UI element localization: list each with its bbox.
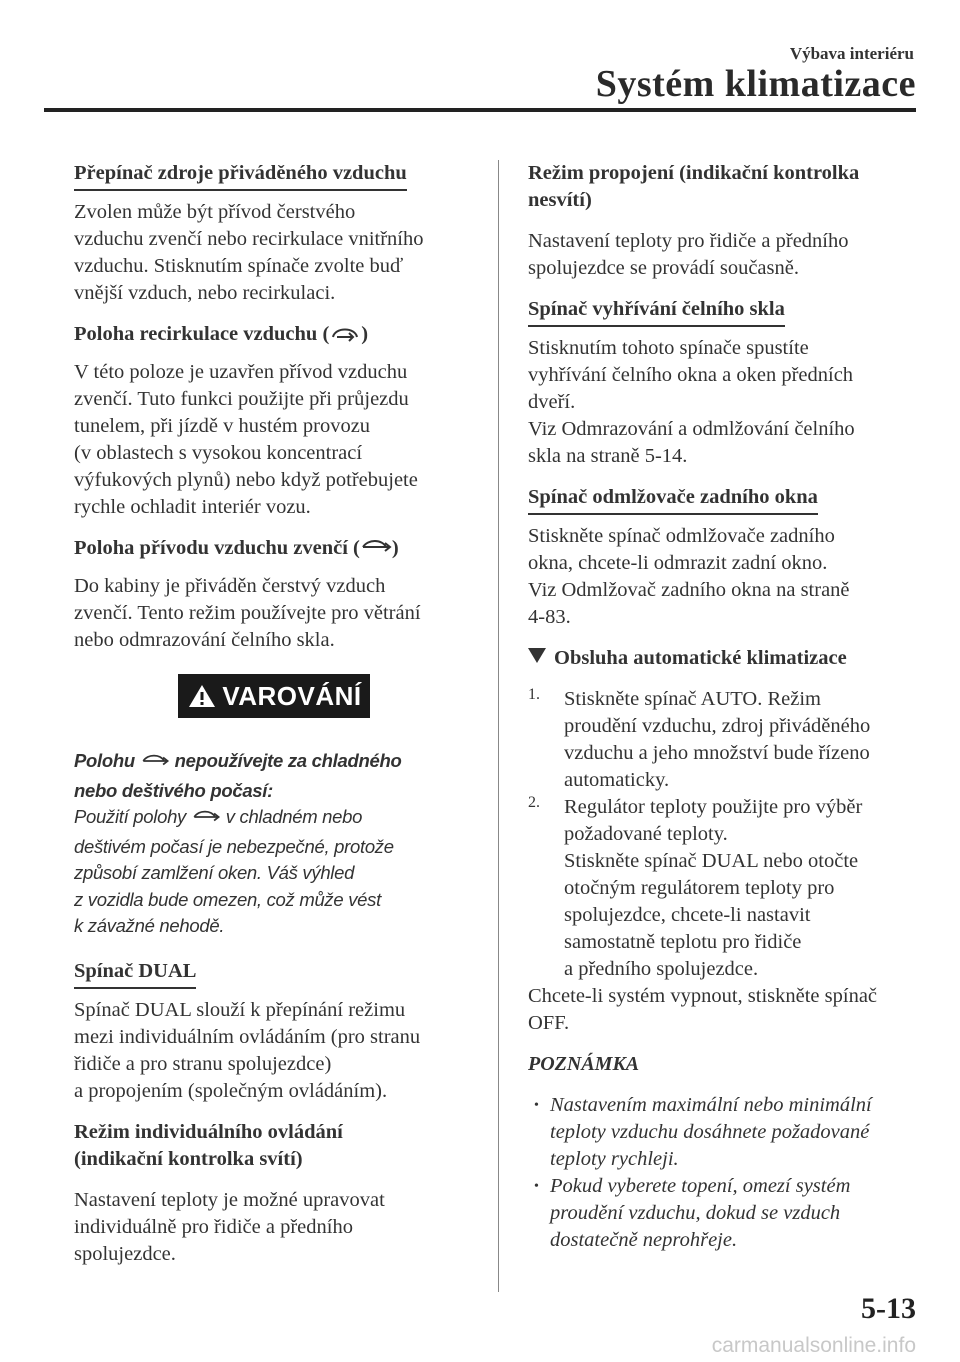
para-windshield-heater: Stisknutím tohoto spínače spustíte vyhřívání čelního okna a oken předních dveří. Viz Odmrazování a odmlžování čelního skla na straně 5-14. [528,337,855,467]
list-item: 2. Regulátor teploty použijte pro výběr požadované teploty. Stiskněte spínač DUAL nebo otočte otočným regulátorem teploty pro spolujezdce, chcete-li nastavit samostatně teplotu pro řidiče a předního spolujezdce. [528,794,863,980]
para-recirculation: V této poloze je uzavřen přívod vzduchu zvenčí. Tuto funkci použijte při průjezdu tunelem, při jízdě v hustém provozu (v oblastech s vysokou koncentrací výfukových plynů) nebo když potřebujete rychle ochladit interiér vozu. [74,361,418,518]
fresh-air-icon [191,807,221,834]
fresh-air-icon [140,751,170,778]
warning-badge [178,674,369,718]
heading-air-source: Přepínač zdroje přiváděného vzduchu [74,160,407,191]
watermark: carmanualsonline.info [711,1334,916,1357]
note-item: • Pokud vyberete topení, omezí systém proudění vzduchu, dokud se vzduch dostatečně neprohřeje. [534,1175,851,1251]
warning-text: Polohu nepoužívejte za chladného nebo deštivého počasí: Použití polohy v chladném nebo deštivém počasí je nebezpečné, protože způsobí zamlžení oken. Váš výhled z vozidla bude omezen, což může vést k závažné nehodě. [74,750,402,936]
heading-windshield-heater: Spínač vyhřívání čelního skla [528,296,785,327]
para-fresh-air: Do kabiny je přiváděn čerstvý vzduch zvenčí. Tento režim používejte pro větrání nebo odmrazování čelního skla. [74,575,421,651]
heading-linked-mode: Režim propojení (indikační kontrolka nesvítí) [528,162,860,211]
left-column [74,160,474,1268]
warning-icon [188,683,216,709]
heading-individual-mode: Režim individuálního ovládání (indikační kontrolka svítí) [74,1120,343,1170]
list-item: 1. Stiskněte spínač AUTO. Režim proudění vzduchu, zdroj přiváděného vzduchu a jeho množství bude řízeno automaticky. [528,686,871,791]
para-dual: Spínač DUAL slouží k přepínání režimu mezi individuálním ovládáním (pro stranu řidiče a pro stranu spolujezdce) a propojením (společným ovládáním). [74,998,421,1102]
heading-recirculation: Poloha recirkulace vzduchu ( ) [74,321,474,351]
heading-rear-defogger: Spínač odmlžovače zadního okna [528,484,818,515]
section-label: Výbava interiéru [789,44,914,63]
note-item: • Nastavením maximální nebo minimální teploty vzduchu dosáhnete požadované teploty rychleji. [534,1094,872,1170]
note-title: POZNÁMKA [528,1053,640,1075]
para-individual-mode: Nastavení teploty je možné upravovat individuálně pro řidiče a předního spolujezdce. [74,1188,385,1265]
page-header [0,0,960,120]
column-divider [498,160,499,1292]
para-rear-defogger: Stiskněte spínač odmlžovače zadního okna, chcete-li odmrazit zadní okno. Viz Odmlžovač zadního okna na straně 4-83. [528,525,850,628]
header-rule [44,108,916,112]
chapter-title: Systém klimatizace [595,63,916,105]
para-air-source: Zvolen může být přívod čerstvého vzduchu zvenčí nebo recirkulace vnitřního vzduchu. Stisknutím spínače zvolte buď vnější vzduch, nebo recirkulaci. [74,201,424,304]
heading-dual: Spínač DUAL [74,958,196,989]
warning-label: VAROVÁNÍ [222,680,362,711]
recirculation-icon [329,323,361,351]
page-number: 5-13 [861,1292,916,1325]
para-turn-off: Chcete-li systém vypnout, stiskněte spínač OFF. [528,985,878,1034]
triangle-bullet-icon [528,648,546,663]
para-linked-mode: Nastavení teploty pro řidiče a předního spolujezdce se provádí současně. [528,230,849,279]
heading-fresh-air: Poloha přívodu vzduchu zvenčí ( ) [74,535,474,565]
heading-auto-operation: Obsluha automatické klimatizace [528,645,920,672]
fresh-air-icon [360,537,392,565]
right-column [528,160,920,1254]
